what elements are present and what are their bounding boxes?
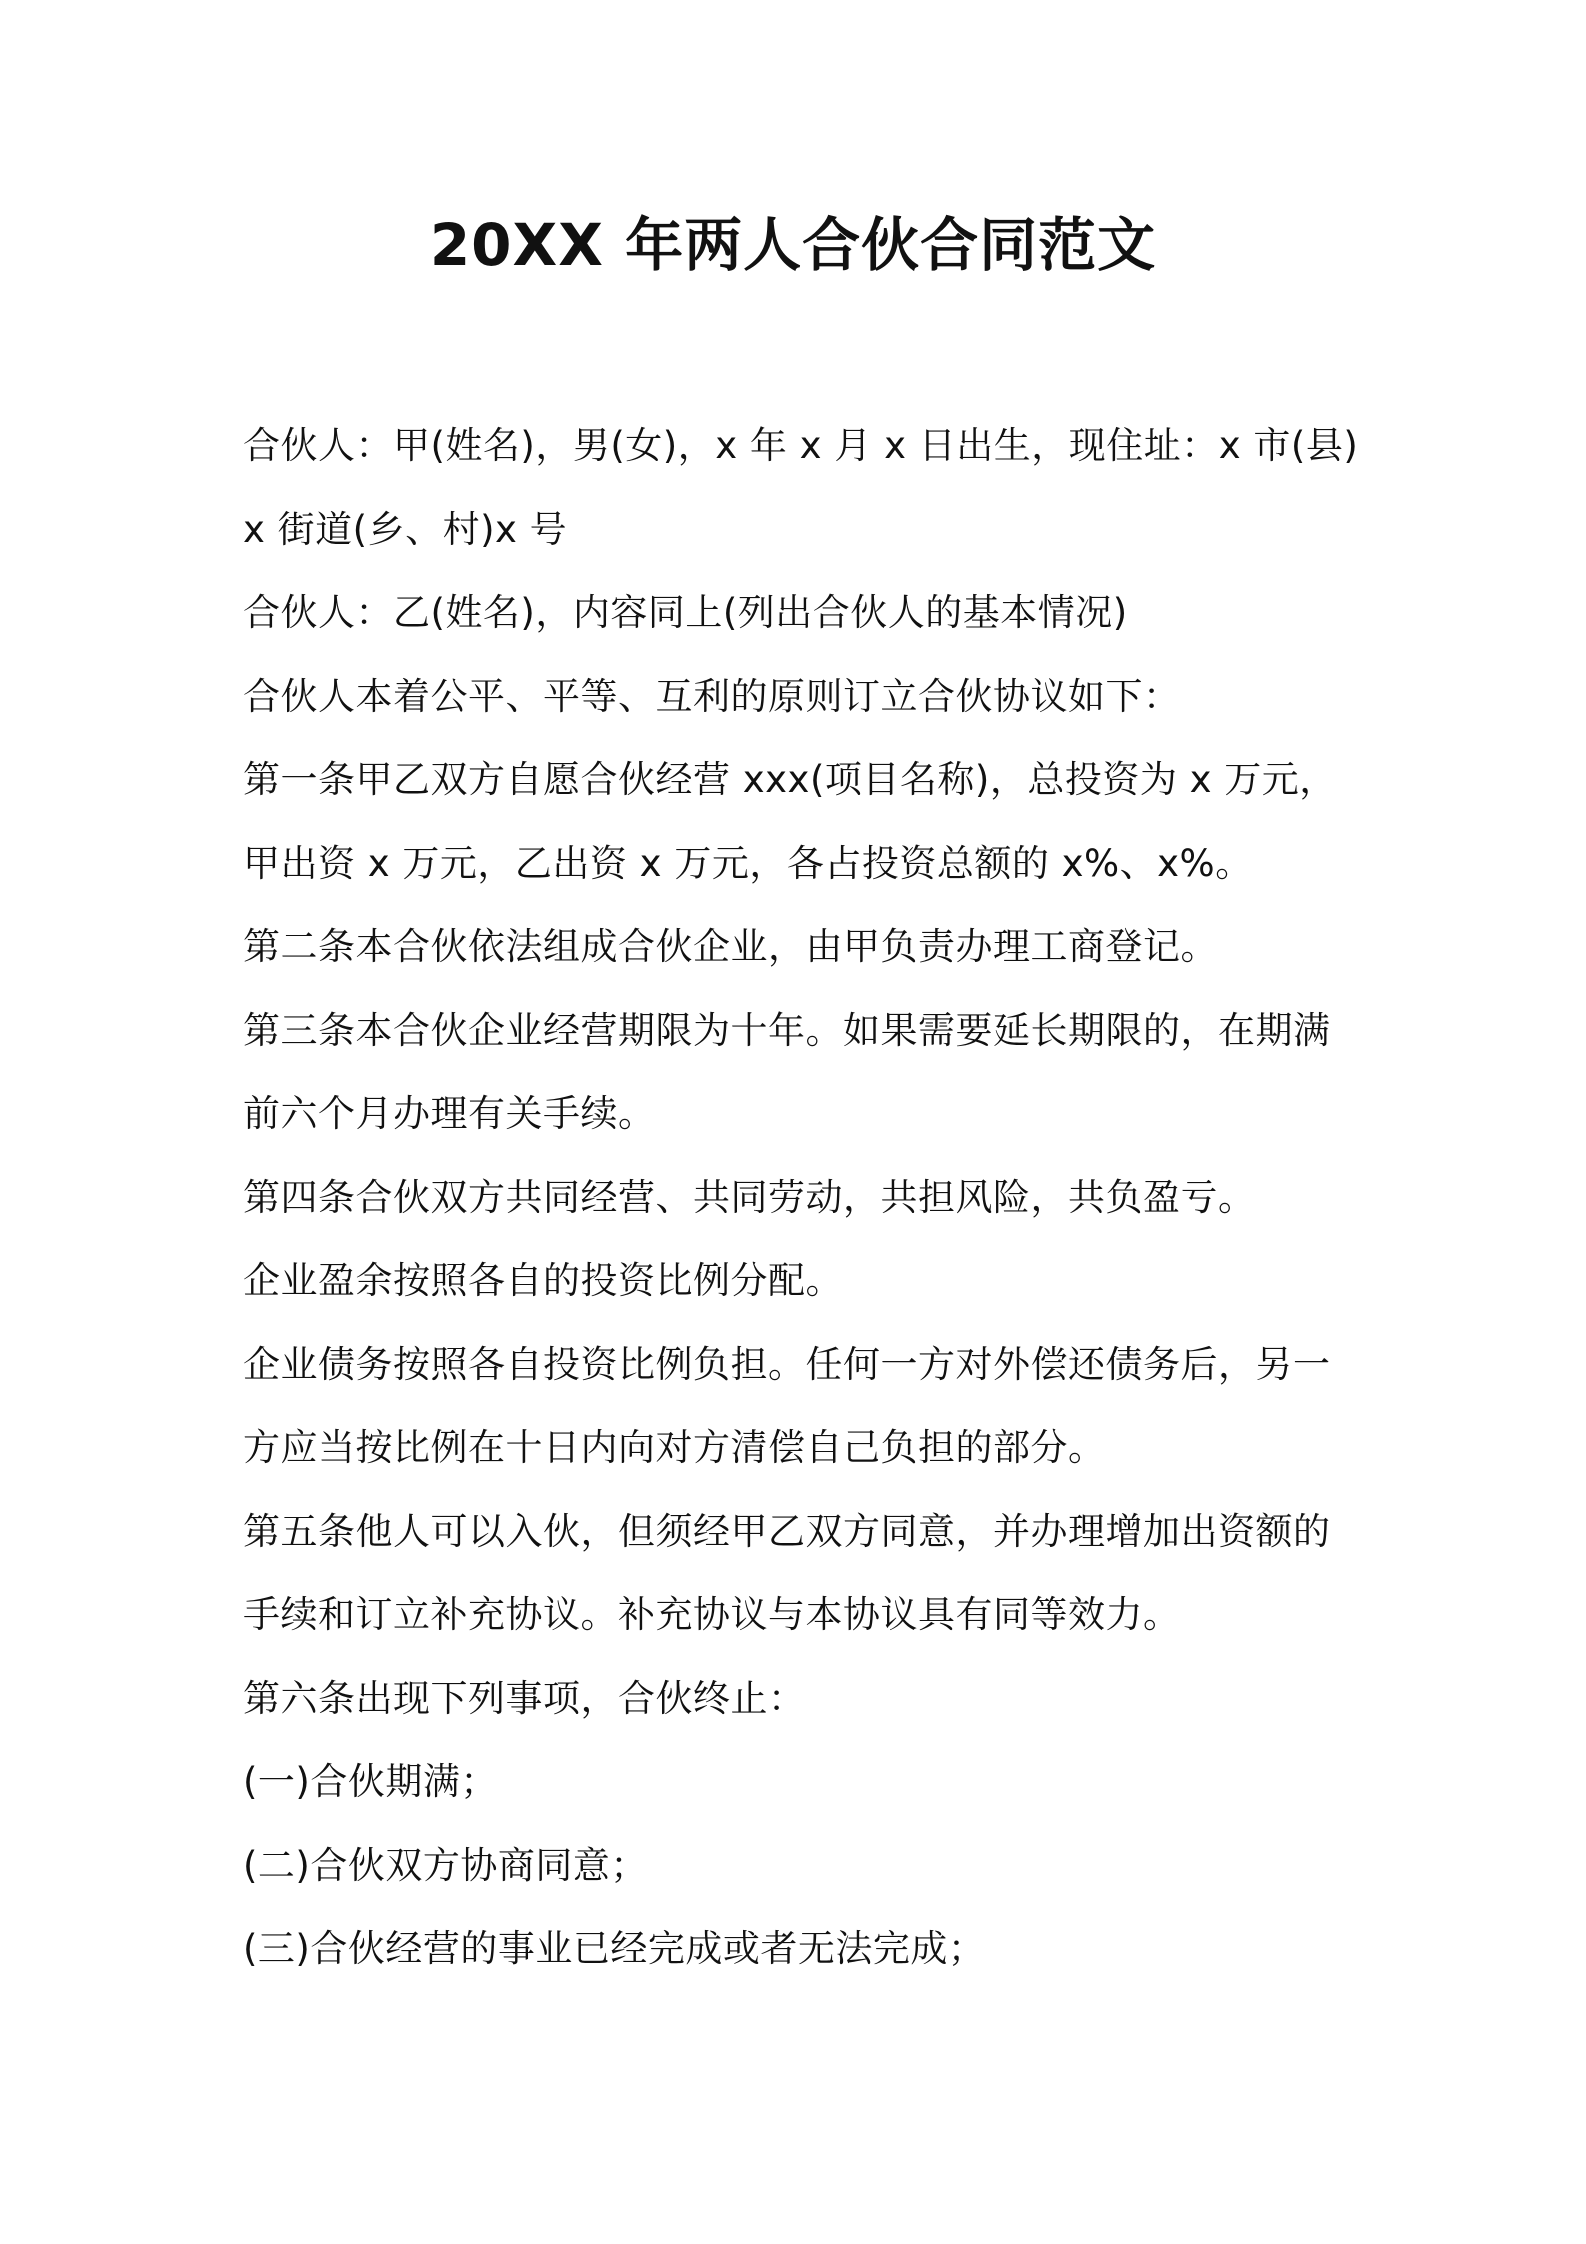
- partner-a-paragraph: 合伙人：甲(姓名)，男(女)，x 年 x 月 x 日出生，现住址：x 市(县)x 街道(乡、村)x 号: [243, 424, 1359, 551]
- document-body: [243, 404, 1363, 1991]
- debt-paragraph: 企业债务按照各自投资比例负担。任何一方对外偿还债务后，另一方应当按比例在十日内向对方清偿自己负担的部分。: [243, 1342, 1331, 1469]
- document-title: 20XX 年两人合伙合同范文: [429, 211, 1157, 279]
- article-5-paragraph: 第五条他人可以入伙，但须经甲乙双方同意，并办理增加出资额的手续和订立补充协议。补充协议与本协议具有同等效力。: [243, 1509, 1331, 1636]
- article-1-paragraph: 第一条甲乙双方自愿合伙经营 xxx(项目名称)，总投资为 x 万元，甲出资 x 万元，乙出资 x 万元，各占投资总额的 x%、x%。: [243, 758, 1337, 885]
- partner-b-paragraph: 合伙人：乙(姓名)，内容同上(列出合伙人的基本情况): [243, 591, 1128, 634]
- list-item: (一)合伙期满；: [243, 1760, 498, 1803]
- article-2-paragraph: 第二条本合伙依法组成合伙企业，由甲负责办理工商登记。: [243, 925, 1218, 968]
- list-item: (三)合伙经营的事业已经完成或者无法完成；: [243, 1927, 986, 1970]
- list-item: (二)合伙双方协商同意；: [243, 1843, 648, 1887]
- profit-paragraph: 企业盈余按照各自的投资比例分配。: [243, 1259, 843, 1302]
- preamble-paragraph: 合伙人本着公平、平等、互利的原则订立合伙协议如下：: [243, 674, 1181, 718]
- article-6-paragraph: 第六条出现下列事项，合伙终止：: [243, 1676, 806, 1720]
- article-3-paragraph: 第三条本合伙企业经营期限为十年。如果需要延长期限的，在期满前六个月办理有关手续。: [243, 1008, 1331, 1135]
- article-4-paragraph: 第四条合伙双方共同经营、共同劳动，共担风险，共负盈亏。: [243, 1175, 1256, 1219]
